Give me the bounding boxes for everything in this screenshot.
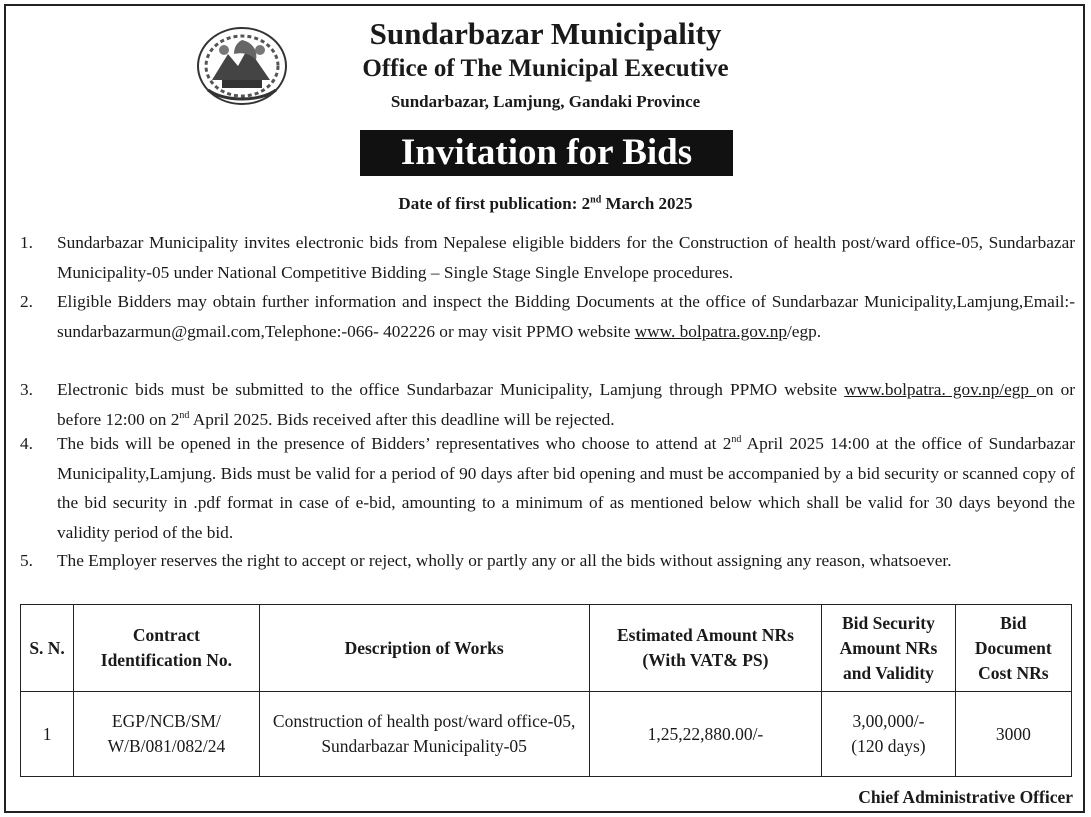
clause-number: 4. — [20, 434, 33, 453]
ppmo-egp-link[interactable]: www.bolpatra. gov.np/egp — [844, 380, 1037, 399]
clause-text: Sundarbazar Municipality invites electronic bids from Nepalese eligible bidders for the Construction of health post/ward office-05, Sundarbazar Municipality-05 under National Competitive Bidding – Single Stage Single Envelope procedures. — [57, 233, 1075, 282]
municipality-name: Sundarbazar Municipality — [369, 16, 722, 51]
office-address: Sundarbazar, Lamjung, Gandaki Province — [390, 92, 701, 111]
cell-bid-security — [822, 692, 955, 777]
office-name: Office of The Municipal Executive — [362, 55, 729, 82]
bid-details-table — [20, 604, 1072, 777]
clause-text: Eligible Bidders may obtain further information and inspect the Bidding Documents at the office of Sundarbazar Municipality,Lamjung,Email:-sundarbazarmun@gmail.com,Telephone:-066- 402226 or may visit PPMO website www. bolpatra.gov.np/egp. — [57, 292, 1075, 341]
cell-description: Construction of health post/ward office-05, Sundarbazar Municipality-05 — [259, 692, 589, 777]
clause-text: The bids will be opened in the presence of Bidders’ representatives who choose to attend at 2nd April 2025 14:00 at the office of Sundarbazar Municipality,Lamjung. Bids must be valid for a period of 90 days after bid opening and must be accompanied by a bid security or scanned copy of the bid security in .pdf format in case of e-bid, amounting to a minimum of as mentioned below which shall be valid for 30 days beyond the validity period of the bid. — [57, 434, 1076, 542]
col-sn-header: S. N. — [21, 605, 74, 692]
clause-2 — [20, 287, 1075, 346]
clause-4 — [20, 429, 1075, 547]
clause-text: Electronic bids must be submitted to the office Sundarbazar Municipality, Lamjung through PPMO website www.bolpatra. gov.np/egp on or before 12:00 on 2nd April 2025. Bids received after this deadline will be rejected. — [57, 380, 1076, 429]
publication-date: Date of first publication: 2nd March 2025 — [398, 194, 693, 213]
ppmo-website-link[interactable]: www. bolpatra.gov.np — [634, 321, 787, 341]
signatory: Chief Administrative Officer — [858, 787, 1073, 807]
clause-5 — [20, 546, 1075, 576]
col-estimated-amount-header: Estimated Amount NRs (With VAT& PS) — [589, 605, 822, 692]
notice-title: Invitation for Bids — [360, 130, 733, 176]
clause-text: The Employer reserves the right to accept or reject, wholly or partly any or all the bids without assigning any reason, whatsoever. — [57, 551, 952, 570]
clause-number: 1. — [20, 233, 33, 252]
security-validity: (120 days) — [851, 736, 926, 756]
cell-doc-cost: 3000 — [955, 692, 1071, 777]
cell-sn: 1 — [21, 692, 74, 777]
table-row — [21, 692, 1072, 777]
clause-number: 2. — [20, 292, 33, 311]
table-header-row — [21, 605, 1072, 692]
clause-1 — [20, 228, 1075, 287]
col-doc-cost-header: Bid Document Cost NRs — [955, 605, 1071, 692]
col-contract-id-header: Contract Identification No. — [74, 605, 260, 692]
col-description-header: Description of Works — [259, 605, 589, 692]
col-bid-security-header: Bid Security Amount NRs and Validity — [822, 605, 955, 692]
cell-contract-id: EGP/NCB/SM/ W/B/081/082/24 — [74, 692, 260, 777]
clause-number: 5. — [20, 551, 33, 570]
clause-3 — [20, 375, 1075, 434]
clause-number: 3. — [20, 380, 33, 399]
cell-estimated-amount: 1,25,22,880.00/- — [589, 692, 822, 777]
security-amount: 3,00,000/- — [852, 711, 925, 731]
